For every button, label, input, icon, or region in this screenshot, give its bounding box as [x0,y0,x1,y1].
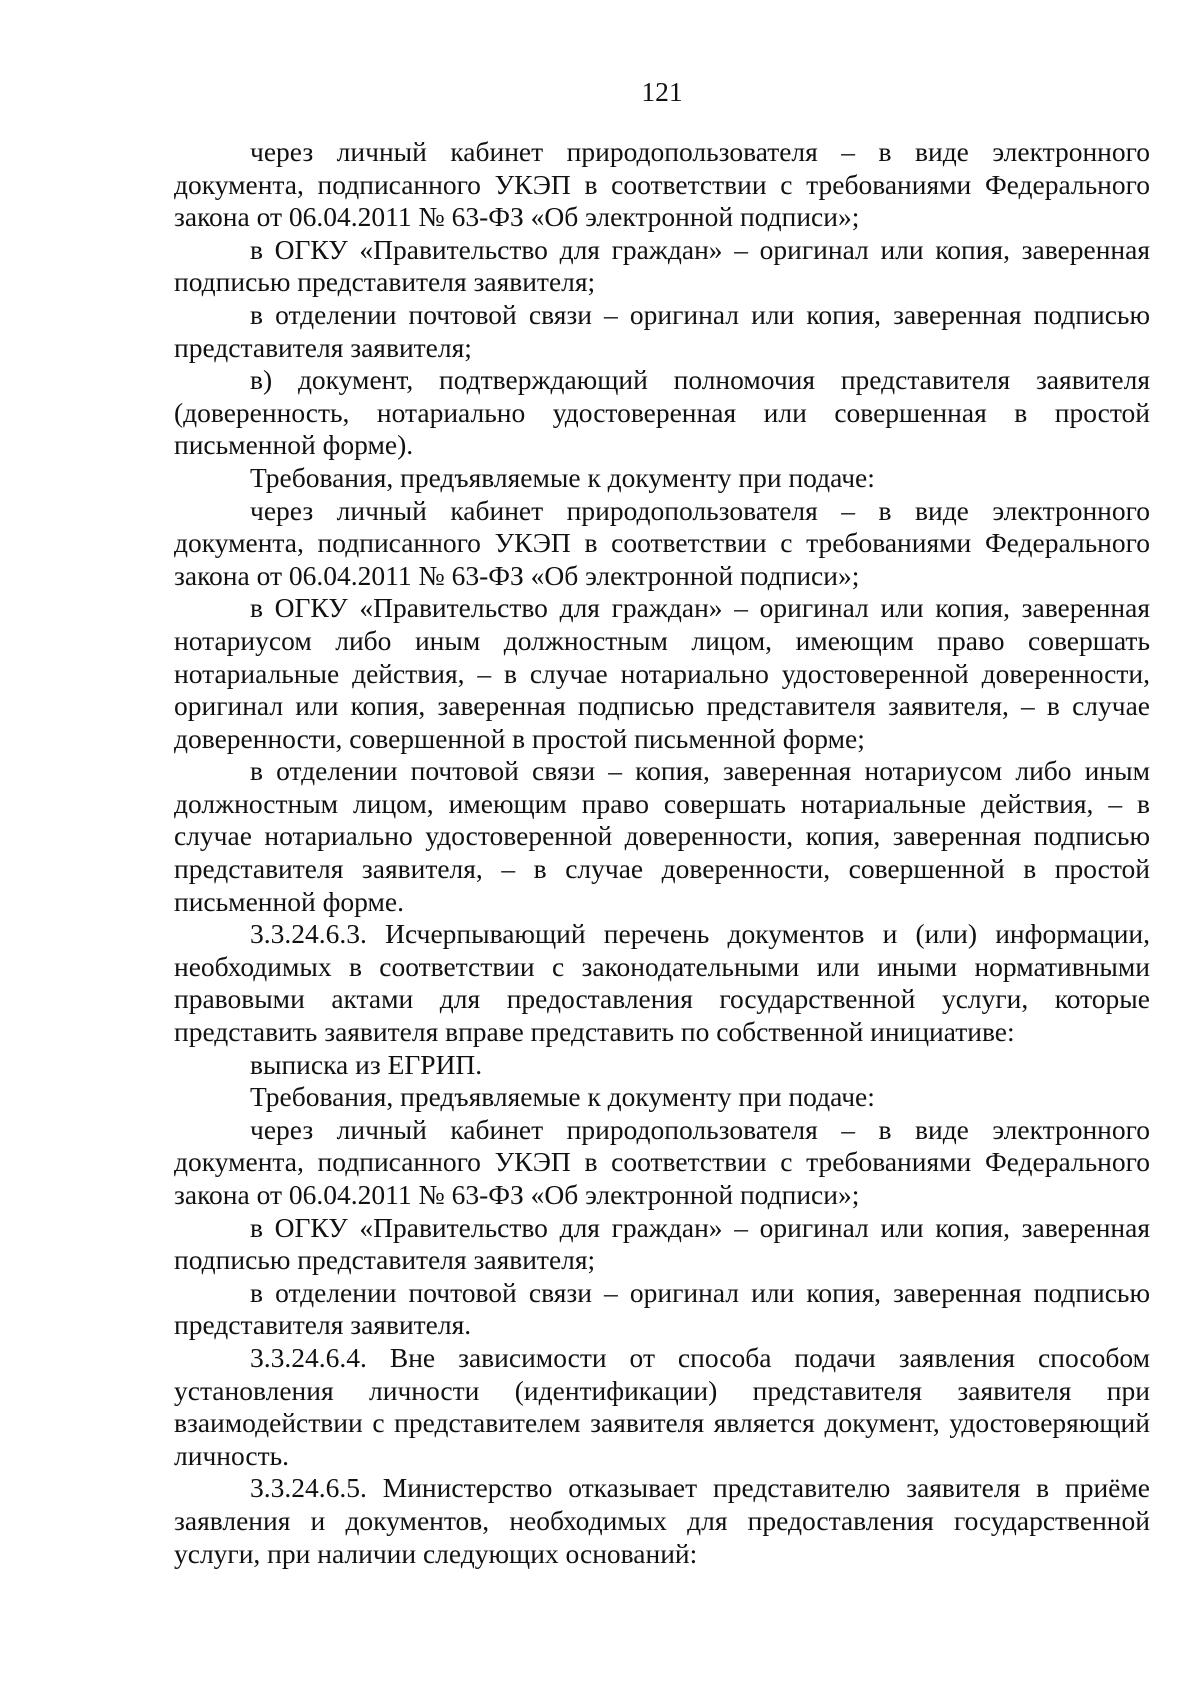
paragraph: в ОГКУ «Правительство для граждан» – оригинал или копия, заверенная нотариусом либо иным должностным лицом, имеющим право совершать нотариальные действия, – в случае нотариально удостоверенной доверенности, оригинал или копия, заверенная подписью представителя заявителя, – в случае доверенности, совершенной в простой письменной форме; [174,592,1150,754]
paragraph: 3.3.24.6.3. Исчерпывающий перечень документов и (или) информации, необходимых в соответствии с законодательными или иными нормативными правовыми актами для предоставления государственной услуги, которые представить заявителя вправе представить по собственной инициативе: [174,918,1150,1048]
paragraph: в) документ, подтверждающий полномочия представителя заявителя (доверенность, нотариально удостоверенная или совершенная в простой письменной форме). [174,364,1150,461]
paragraph: в отделении почтовой связи – оригинал или копия, заверенная подписью представителя заявителя; [174,298,1150,363]
paragraph: 3.3.24.6.4. Вне зависимости от способа подачи заявления способом установления личности (идентификации) представителя заявителя при взаимодействии с представителем заявителя является документ, удостоверяющий личность. [174,1341,1150,1471]
paragraph: в отделении почтовой связи – оригинал или копия, заверенная подписью представителя заявителя. [174,1276,1150,1341]
paragraph: через личный кабинет природопользователя – в виде электронного документа, подписанного УКЭП в соответствии с требованиями Федерального закона от 06.04.2011 № 63-ФЗ «Об электронной подписи»; [174,494,1150,591]
document-body [174,136,1150,1570]
page-number: 121 [641,76,683,107]
paragraph: выписка из ЕГРИП. [250,1048,483,1080]
paragraph: в отделении почтовой связи – копия, заверенная нотариусом либо иным должностным лицом, имеющим право совершать нотариальные действия, – в случае нотариально удостоверенной доверенности, копия, заверенная подписью представителя заявителя, – в случае доверенности, совершенной в простой письменной форме. [174,755,1150,917]
paragraph: Требования, предъявляемые к документу при подаче: [250,461,875,493]
document-page [174,0,1150,1697]
paragraph: 3.3.24.6.5. Министерство отказывает представителю заявителя в приёме заявления и документов, необходимых для предоставления государственной услуги, при наличии следующих оснований: [174,1472,1150,1569]
paragraph: в ОГКУ «Правительство для граждан» – оригинал или копия, заверенная подписью представителя заявителя; [174,233,1150,298]
paragraph: в ОГКУ «Правительство для граждан» – оригинал или копия, заверенная подписью представителя заявителя; [174,1211,1150,1276]
paragraph: Требования, предъявляемые к документу при подаче: [250,1081,875,1113]
paragraph: через личный кабинет природопользователя – в виде электронного документа, подписанного УКЭП в соответствии с требованиями Федерального закона от 06.04.2011 № 63-ФЗ «Об электронной подписи»; [174,136,1150,233]
paragraph: через личный кабинет природопользователя – в виде электронного документа, подписанного УКЭП в соответствии с требованиями Федерального закона от 06.04.2011 № 63-ФЗ «Об электронной подписи»; [174,1113,1150,1210]
